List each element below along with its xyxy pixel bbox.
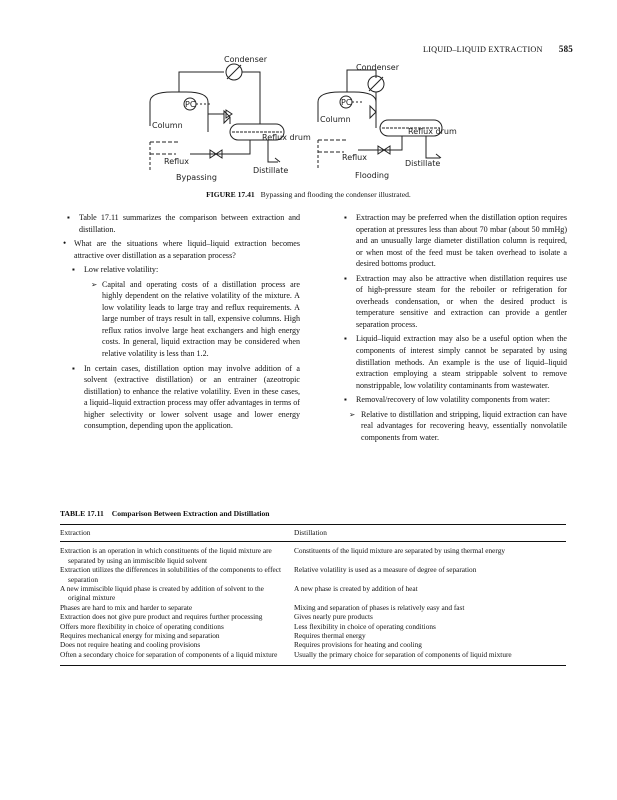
- reflux-drum-label-left: Reflux drum: [262, 133, 311, 142]
- table-cell: Usually the primary choice for separation of components of liquid mixture: [294, 650, 566, 666]
- distillate-label-right: Distillate: [405, 159, 441, 168]
- right-paragraph-3: ▪ Liquid–liquid extraction may also be a useful option when the components of interest simply cannot be separated by using distillation methods. An example is the use of liquid–liquid extraction employing a steam strippable solvent to remove nonstrippable, low volatility contaminants from wastewater.: [337, 333, 567, 391]
- svg-text:Distillate: [253, 166, 288, 175]
- left-paragraph-2: • What are the situations where liquid–liquid extraction becomes attractive over distillation as a separation process?: [60, 238, 300, 261]
- distillate-label-left: Distillate: [253, 166, 289, 175]
- table-cell: Often a secondary choice for separation of components of a liquid mixture: [60, 649, 278, 659]
- table-row: [60, 622, 566, 631]
- figure-label: FIGURE 17.41: [206, 190, 255, 199]
- table-cell: Does not require heating and cooling provisions: [60, 640, 201, 650]
- comparison-table: [60, 524, 566, 666]
- table-row: [60, 542, 566, 565]
- table-cell: Requires mechanical energy for mixing and separation: [60, 631, 220, 641]
- table-row: [60, 640, 566, 649]
- table-cell: Mixing and separation of phases is relatively easy and fast: [294, 602, 465, 612]
- table-cell: Constituents of the liquid mixture are separated by using thermal energy: [294, 546, 506, 556]
- mode-label-right: Flooding: [355, 171, 390, 180]
- figure-caption: [0, 190, 617, 199]
- svg-text:Column: [152, 121, 183, 130]
- table-cell: Requires thermal energy: [294, 631, 366, 641]
- running-title: LIQUID–LIQUID EXTRACTION: [423, 45, 543, 54]
- table-row: [60, 603, 566, 612]
- pc-label-right: PC: [341, 98, 352, 107]
- svg-text:Flooding: [355, 171, 389, 180]
- running-header: [0, 44, 573, 54]
- pc-label-left: PC: [185, 100, 196, 109]
- svg-text:Bypassing: [176, 173, 217, 182]
- svg-text:Reflux drum: [408, 127, 457, 136]
- right-paragraph-5: ➢ Relative to distillation and stripping, liquid extraction can have real advantages for recovering heavy, essentially nonvolatile components from water.: [337, 409, 567, 444]
- table-row: [60, 631, 566, 640]
- table-row: [60, 565, 566, 584]
- reflux-label-right: Reflux: [342, 153, 367, 162]
- right-paragraph-4: ▪ Removal/recovery of low volatility components from water:: [337, 394, 567, 406]
- figure-caption-text: Bypassing and flooding the condenser illustrated.: [260, 190, 411, 199]
- table-header-distillation: Distillation: [294, 525, 566, 542]
- table-header-row: [60, 525, 566, 542]
- svg-text:Condenser: [356, 63, 400, 72]
- svg-text:PC: [341, 98, 352, 107]
- table-title: [60, 509, 278, 518]
- right-paragraph-2: ▪ Extraction may also be attractive when distillation requires use of high-pressure steam for the reboiler or refrigeration for overheads condensation, or when the desired product is temperature sensitive and extraction can provide a gentler separation process.: [337, 273, 567, 331]
- table-row: [60, 612, 566, 621]
- table-header-extraction: Extraction: [60, 525, 294, 542]
- table-cell: Offers more flexibility in choice of operating conditions: [60, 621, 224, 631]
- bypassing-diagram: [150, 64, 284, 172]
- table-title-text: Comparison Between Extraction and Distillation: [111, 509, 270, 518]
- left-paragraph-1: ▪ Table 17.11 summarizes the comparison between extraction and distillation.: [60, 212, 300, 235]
- right-column: [337, 212, 567, 446]
- svg-text:Column: [320, 115, 351, 124]
- left-paragraph-4: ➢ Capital and operating costs of a distillation process are highly dependent on the relative volatility of the mixture. A low volatility leads to large tray and reflux requirements. A large number of trays result in tall, expensive columns. High reflux ratios involve large heat exchangers and high energy costs. In general, liquid extraction may be considered when relative volatility is less than 1.2.: [60, 279, 300, 360]
- table-cell: Extraction utilizes the differences in solubilities of the components to effect separation: [60, 565, 282, 584]
- left-column: [60, 212, 300, 435]
- condenser-label-left: Condenser: [224, 55, 267, 64]
- svg-text:Reflux: [342, 153, 367, 162]
- column-label-right: Column: [320, 115, 351, 124]
- svg-text:PC: [185, 100, 196, 109]
- table-label: TABLE 17.11: [60, 509, 104, 518]
- reflux-label-left: Reflux: [164, 157, 189, 166]
- table-cell: Phases are hard to mix and harder to separate: [60, 602, 193, 612]
- svg-text:Reflux: [164, 157, 189, 166]
- right-paragraph-1: ▪ Extraction may be preferred when the distillation option requires operation at pressures less than about 70 mbar (about 50 mmHg) and an unusually large diameter distillation column is required, or when most of the feed must be taken overhead to isolate a desired bottoms product.: [337, 212, 567, 270]
- page-number: 585: [558, 44, 573, 54]
- left-paragraph-3: ▪ Low relative volatility:: [60, 264, 300, 276]
- table-cell: Extraction does not give pure product and requires further processing: [60, 612, 263, 622]
- table-cell: A new immiscible liquid phase is created by addition of solvent to the original mixture: [60, 584, 264, 603]
- table-cell: Requires provisions for heating and cooling: [294, 640, 422, 650]
- svg-text:Reflux drum: [262, 133, 311, 142]
- table-cell: Less flexibility in choice of operating conditions: [294, 621, 436, 631]
- column-label-left: Column: [152, 121, 183, 130]
- svg-text:Distillate: [405, 159, 440, 168]
- table-row: [60, 650, 566, 666]
- reflux-drum-label-right: Reflux drum: [408, 127, 457, 136]
- svg-text:Condenser: [224, 55, 268, 64]
- table-cell: Gives nearly pure products: [294, 612, 373, 622]
- left-paragraph-5: ▪ In certain cases, distillation option may involve addition of a solvent (extractive distillation) or an entrainer (azeotropic distillation) to enhance the relative volatility. Even in these cases, a liquid–liquid extraction process may offer advantages in terms of higher selectivity or lower solvent usage and lower energy consumption, depending upon the application.: [60, 363, 300, 432]
- condenser-label-right: Condenser: [356, 63, 399, 72]
- table-cell: Extraction is an operation in which constituents of the liquid mixture are separated by using an immiscible liquid solvent: [60, 546, 272, 565]
- table-row: [60, 584, 566, 603]
- mode-label-left: Bypassing: [176, 173, 217, 182]
- table-cell: Relative volatility is used as a measure of degree of separation: [294, 565, 477, 575]
- table-cell: A new phase is created by addition of heat: [294, 584, 418, 594]
- figure-diagram: [150, 55, 470, 186]
